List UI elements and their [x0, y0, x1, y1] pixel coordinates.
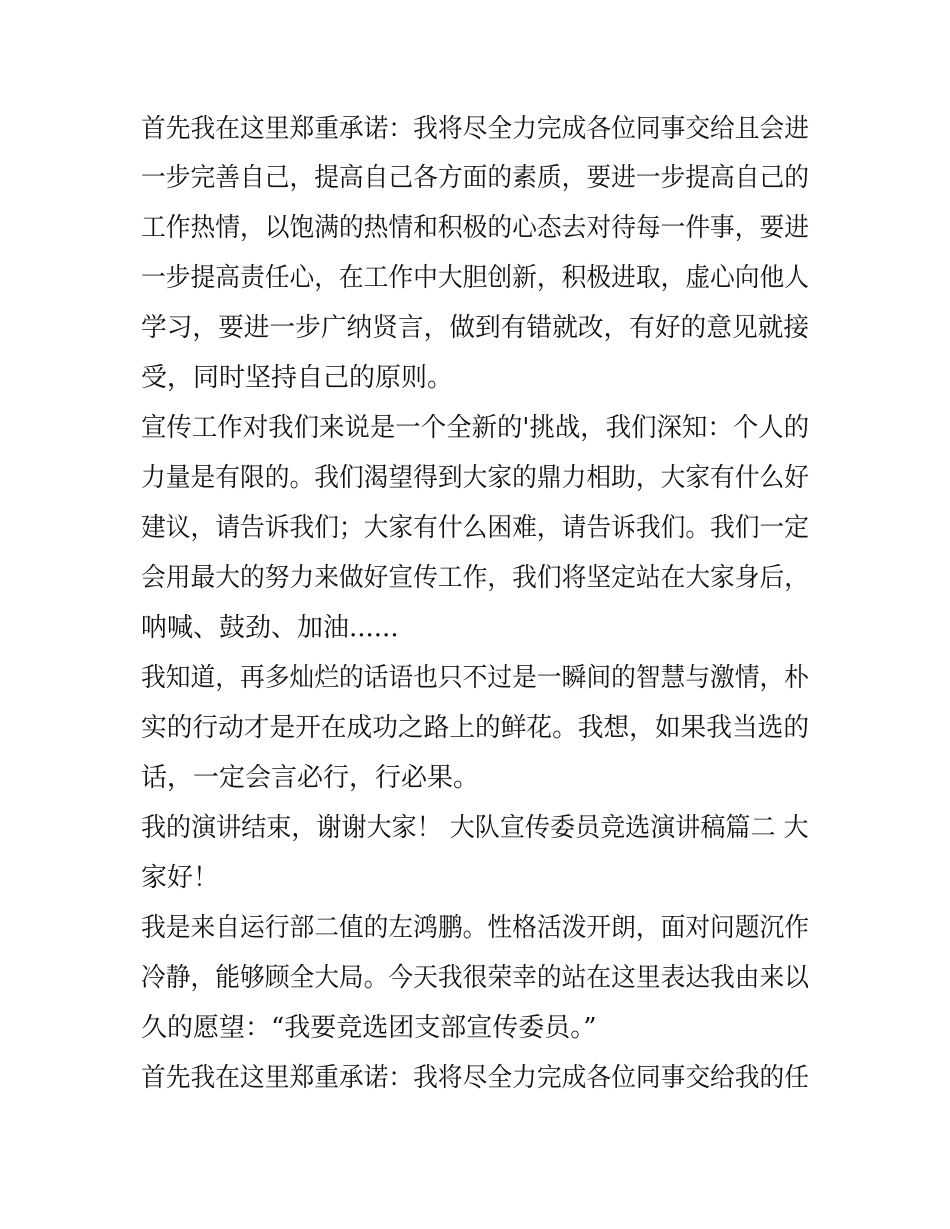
- text-line: 受，同时坚持自己的原则。: [141, 363, 454, 393]
- text-line: 会用最大的努力来做好宣传工作，我们将坚定站在大家身后，: [141, 563, 810, 593]
- text-line: 力量是有限的。我们渴望得到大家的鼎力相助，大家有什么好: [141, 463, 810, 493]
- text-line: 首先我在这里郑重承诺：我将尽全力完成各位同事交给我的任: [141, 1063, 810, 1093]
- text-line: 呐喊、鼓劲、加油......: [141, 613, 399, 643]
- text-line: 宣传工作对我们来说是一个全新的'挑战，我们深知：个人的: [141, 413, 810, 443]
- text-line: 话，一定会言必行，行必果。: [141, 763, 480, 793]
- text-line: 冷静，能够顾全大局。今天我很荣幸的站在这里表达我由来以: [141, 963, 810, 993]
- text-line: 建议，请告诉我们；大家有什么困难，请告诉我们。我们一定: [141, 513, 810, 543]
- text-line: 我知道，再多灿烂的话语也只不过是一瞬间的智慧与激情，朴: [141, 663, 810, 693]
- text-line: 工作热情，以饱满的热情和积极的心态去对待每一件事，要进: [141, 213, 810, 243]
- text-line: 我是来自运行部二值的左鸿鹏。性格活泼开朗，面对问题沉作: [141, 913, 810, 943]
- text-line: 首先我在这里郑重承诺：我将尽全力完成各位同事交给且会进: [141, 114, 810, 144]
- text-line: 学习，要进一步广纳贤言，做到有错就改，有好的意见就接: [141, 313, 810, 343]
- text-line: 一步完善自己，提高自己各方面的素质，要进一步提高自己的: [141, 163, 810, 193]
- text-line: 实的行动才是开在成功之路上的鲜花。我想，如果我当选的: [141, 713, 810, 743]
- text-line: 一步提高责任心，在工作中大胆创新，积极进取，虚心向他人: [141, 263, 810, 293]
- text-line: 久的愿望：“我要竞选团支部宣传委员。”: [141, 1013, 597, 1043]
- text-line: 家好！: [141, 863, 220, 893]
- text-line: 我的演讲结束，谢谢大家！ 大队宣传委员竞选演讲稿篇二 大: [141, 813, 809, 843]
